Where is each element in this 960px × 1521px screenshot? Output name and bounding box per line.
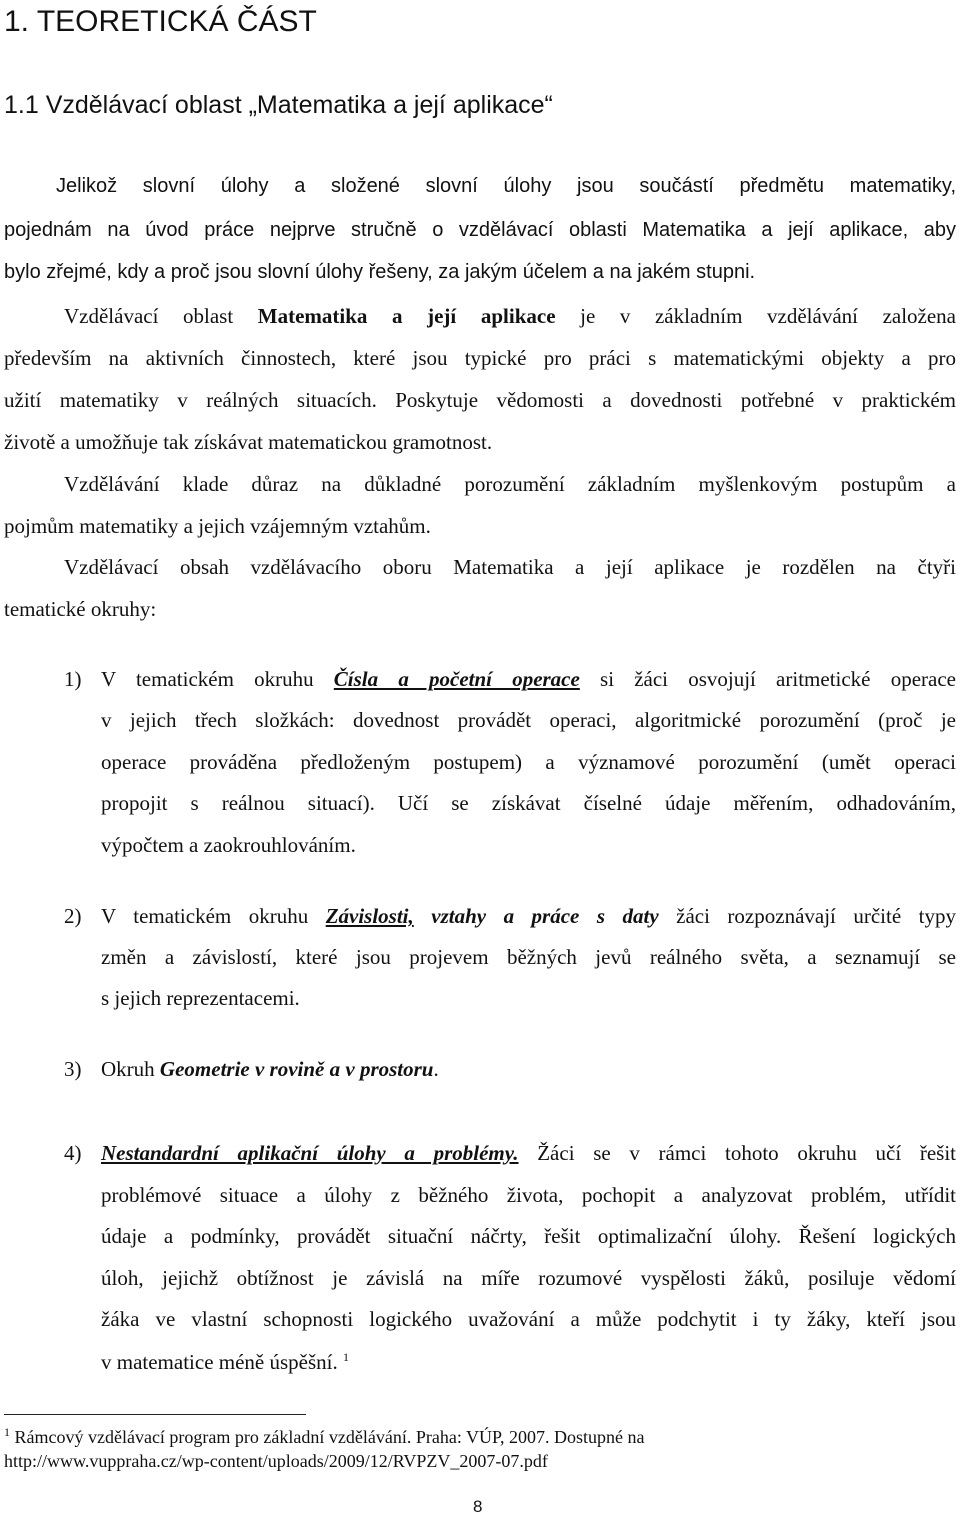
section-heading: 1.1 Vzdělávací oblast „Matematika a její aplikace“ (4, 91, 553, 119)
item4-line-4: úloh, jejichž obtížnost je závislá na míře rozumové vyspělosti žáků, posiluje vědomí (101, 1266, 956, 1290)
footnote-separator (4, 1414, 306, 1415)
footnote-line-1 (4, 1426, 645, 1448)
item2-text: žáci rozpoznávají určité typy (676, 904, 956, 928)
item4-topic: Nestandardní aplikační úlohy a problémy. (101, 1141, 519, 1165)
para1-line-3 (4, 386, 956, 414)
item1-line-3: operace prováděna předloženým postupem) a významové porozumění (umět operaci (101, 750, 956, 774)
footnote-url: http://www.vuppraha.cz/wp-content/uploads/2009/12/RVPZV_2007-07.pdf (4, 1451, 548, 1471)
list-item-number: 3) (64, 1057, 82, 1081)
item2-line-1 (101, 902, 956, 930)
item2-topic-part1: Závislosti, (325, 904, 414, 928)
list-item-number: 4) (64, 1141, 82, 1165)
para1-line-4: životě a umožňuje tak získávat matematickou gramotnost. (4, 430, 493, 454)
para1-text: Vzdělávací oblast (64, 304, 234, 328)
para3-line-2: tematické okruhy: (4, 597, 157, 621)
para1-text: užití matematiky v reálných situacích. (4, 388, 377, 412)
item1-text: si žáci osvojují aritmetické operace (600, 667, 956, 691)
intro-line-2: pojednám na úvod práce nejprve stručně o vzdělávací oblasti Matematika a její aplikace, aby (4, 219, 956, 241)
para1-line-1 (64, 302, 956, 330)
para1-line-2: především na aktivních činnostech, které jsou typické pro práci s matematickými objekty a pro (4, 346, 956, 370)
item4-line-2: problémové situace a úlohy z běžného života, pochopit a analyzovat problém, utřídit (101, 1183, 956, 1207)
item1-line-4: propojit s reálnou situací). Učí se získávat číselné údaje měřením, odhadováním, (101, 791, 956, 815)
item1-line-5: výpočtem a zaokrouhlováním. (101, 833, 356, 857)
para2-line-2: pojmům matematiky a jejich vzájemným vztahům. (4, 514, 431, 538)
item1-topic: Čísla a početní operace (333, 667, 580, 691)
item3-text: Okruh (101, 1057, 155, 1081)
item3-line-1 (101, 1055, 439, 1083)
item4-line-6 (101, 1348, 349, 1376)
item1-line-1 (101, 665, 956, 693)
item1-text: V tematickém okruhu (101, 667, 314, 691)
item2-line-2: změn a závislostí, které jsou projevem běžných jevů reálného světa, a seznamují se (101, 945, 956, 969)
item4-line-5: žáka ve vlastní schopnosti logického uvažování a může podchytit i ty žáky, kteří jsou (101, 1307, 956, 1331)
para2-line-1: Vzdělávání klade důraz na důkladné porozumění základním myšlenkovým postupům a (64, 472, 956, 496)
item2-text: V tematickém okruhu (101, 904, 309, 928)
item2-topic-part2: vztahy a práce s daty (431, 904, 659, 928)
intro-line-1: Jelikož slovní úlohy a složené slovní úlohy jsou součástí předmětu matematiky, (56, 175, 956, 197)
para1-text: je v základním vzdělávání založena (580, 304, 957, 328)
footnote-mark: 1 (4, 1425, 10, 1439)
item4-line-1 (101, 1139, 956, 1167)
item2-line-3: s jejich reprezentacemi. (101, 986, 300, 1010)
para1-bold-term: Matematika a její aplikace (257, 304, 556, 328)
item4-line-3: údaje a podmínky, provádět situační náčrty, řešit optimalizační úlohy. Řešení logických (101, 1224, 956, 1248)
intro-line-3: bylo zřejmé, kdy a proč jsou slovní úlohy řešeny, za jakým účelem a na jakém stupni. (4, 261, 756, 283)
page-number: 8 (473, 1497, 483, 1516)
para1-text: Poskytuje vědomosti a dovednosti potřebné v praktickém (395, 388, 957, 412)
item3-topic: Geometrie v rovině a v prostoru (159, 1057, 434, 1081)
chapter-heading: 1. TEORETICKÁ ČÁST (4, 5, 317, 38)
item1-line-2: v jejich třech složkách: dovednost provádět operaci, algoritmické porozumění (proč je (101, 708, 956, 732)
list-item-number: 2) (64, 904, 82, 928)
footnote-text: Rámcový vzdělávací program pro základní vzdělávání. Praha: VÚP, 2007. Dostupné na (14, 1427, 645, 1447)
item4-text: Žáci se v rámci tohoto okruhu učí řešit (537, 1141, 957, 1165)
item3-period: . (433, 1057, 439, 1081)
item4-text: v matematice méně úspěšní. (101, 1350, 338, 1374)
list-item-number: 1) (64, 667, 82, 691)
para3-line-1: Vzdělávací obsah vzdělávacího oboru Matematika a její aplikace je rozdělen na čtyři (64, 555, 956, 579)
footnote-reference: 1 (343, 1350, 350, 1364)
